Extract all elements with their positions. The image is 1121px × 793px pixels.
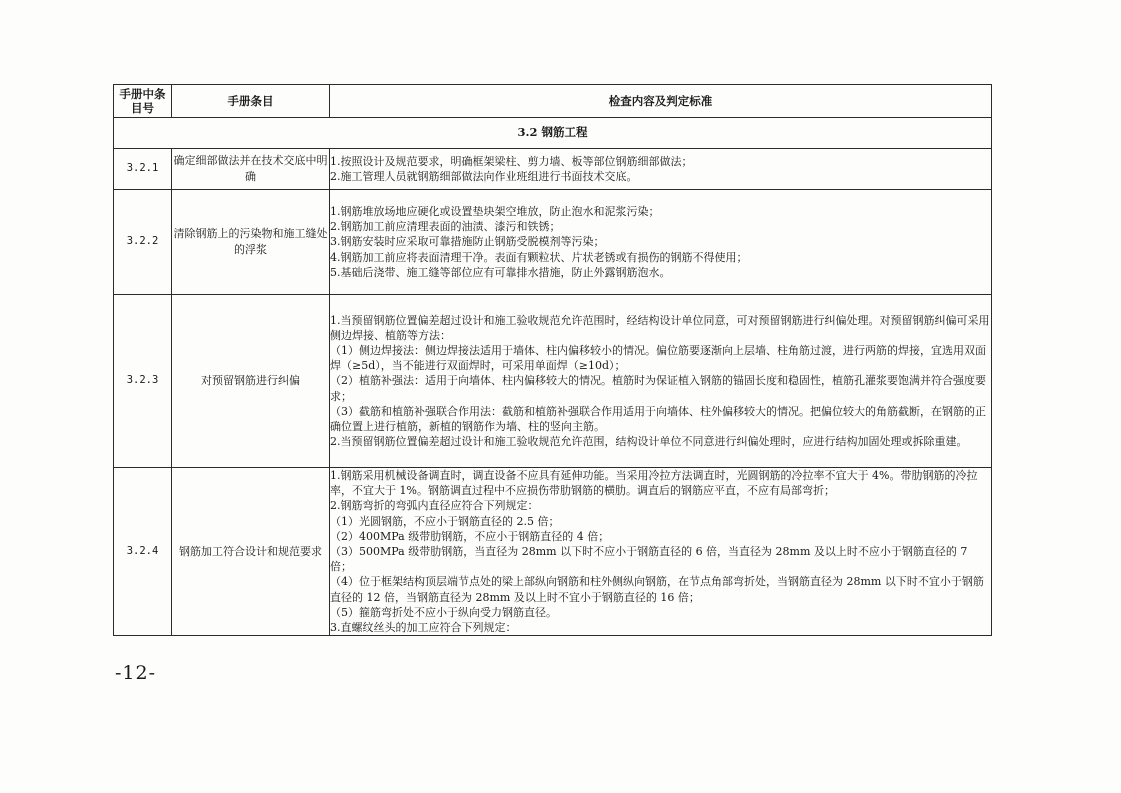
row-number: 3.2.3	[114, 295, 172, 468]
content-line: 1.钢筋采用机械设备调直时，调直设备不应具有延伸功能。当采用冷拉方法调直时，光圆钢筋的冷拉率不宜大于 4%。带肋钢筋的冷拉率，不宜大于 1%。钢筋调直过程中不应损伤带肋钢筋的横肋。调直后的钢筋应平直，不应有局部弯折；	[330, 469, 978, 498]
row-content	[330, 190, 992, 295]
row-number: 3.2.4	[114, 468, 172, 636]
content-line: （1）光圆钢筋，不应小于钢筋直径的 2.5 倍；	[330, 514, 560, 528]
table-row	[114, 190, 992, 295]
table-header-row	[114, 85, 992, 118]
row-item: 对预留钢筋进行纠偏	[172, 295, 330, 468]
page-number: -12-	[115, 662, 157, 684]
header-item-number: 手册中条目号	[114, 85, 172, 118]
row-content	[330, 295, 992, 468]
content-line: （2）植筋补强法：适用于向墙体、柱内偏移较大的情况。植筋时为保证植入钢筋的锚固长度和稳固性，植筋孔灌浆要饱满并符合强度要求；	[330, 374, 986, 403]
content-line: 5.基础后浇带、施工缝等部位应有可靠排水措施，防止外露钢筋泡水。	[330, 265, 671, 279]
row-item: 钢筋加工符合设计和规范要求	[172, 468, 330, 636]
content-line: （3）截筋和植筋补强联合作用法：截筋和植筋补强联合作用适用于向墙体、柱外偏移较大的情况。把偏位较大的角筋截断，在钢筋的正确位置上进行植筋，新植的钢筋作为墙、柱的竖向主筋。	[330, 404, 986, 433]
row-number: 3.2.2	[114, 190, 172, 295]
row-item: 确定细部做法并在技术交底中明确	[172, 149, 330, 190]
header-item-title: 手册条目	[172, 85, 330, 118]
content-line: 2.钢筋加工前应清理表面的油渍、漆污和铁锈；	[330, 220, 561, 234]
content-line: 1.当预留钢筋位置偏差超过设计和施工验收规范允许范围时，经结构设计单位同意，可对预留钢筋进行纠偏处理。对预留钢筋纠偏可采用侧边焊接、植筋等方法：	[330, 313, 990, 342]
row-item: 清除钢筋上的污染物和施工缝处的浮浆	[172, 190, 330, 295]
table-row	[114, 468, 992, 636]
content-line: （3）500MPa 级带肋钢筋，当直径为 28mm 以下时不应小于钢筋直径的 6 倍，当直径为 28mm 及以上时不应小于钢筋直径的 7 倍；	[330, 545, 968, 574]
table-row	[114, 149, 992, 190]
content-line: 3.钢筋安装时应采取可靠措施防止钢筋受脱模剂等污染；	[330, 235, 605, 249]
row-content	[330, 149, 992, 190]
section-row	[114, 118, 992, 149]
content-line: （1）侧边焊接法：侧边焊接法适用于墙体、柱内偏移较小的情况。偏位筋要逐渐向上层墙、柱角筋过渡，进行两筋的焊接，宜选用双面焊（≥5d），当不能进行双面焊时，可采用单面焊（≥10d）；	[330, 343, 986, 373]
table-row	[114, 295, 992, 468]
content-line: 4.钢筋加工前应将表面清理干净。表面有颗粒状、片状老锈或有损伤的钢筋不得使用；	[330, 250, 748, 264]
content-line: （2）400MPa 级带肋钢筋，不应小于钢筋直径的 4 倍；	[330, 529, 610, 543]
header-inspection-content: 检查内容及判定标准	[330, 85, 992, 118]
content-line: 2.钢筋弯折的弯弧内直径应符合下列规定：	[330, 499, 539, 513]
section-title: 3.2 钢筋工程	[114, 118, 992, 149]
content-line: 2.当预留钢筋位置偏差超过设计和施工验收规范允许范围，结构设计单位不同意进行纠偏处理时，应进行结构加固处理或拆除重建。	[330, 435, 968, 449]
content-line: 2.施工管理人员就钢筋细部做法向作业班组进行书面技术交底。	[330, 170, 638, 183]
content-line: 3.直螺纹丝头的加工应符合下列规定：	[330, 621, 517, 635]
content-line: （4）位于框架结构顶层端节点处的梁上部纵向钢筋和柱外侧纵向钢筋，在节点角部弯折处，当钢筋直径为 28mm 以下时不宜小于钢筋直径的 12 倍，当钢筋直径为 28mm 及以上时不宜小于钢筋直径的 16 倍；	[330, 575, 984, 604]
row-number: 3.2.1	[114, 149, 172, 190]
content-line: 1.钢筋堆放场地应硬化或设置垫块架空堆放，防止泡水和泥浆污染；	[330, 204, 660, 218]
inspection-standards-table	[113, 84, 992, 636]
row-content	[330, 468, 992, 636]
content-line: 1.按照设计及规范要求，明确框架梁柱、剪力墙、板等部位钢筋细部做法；	[330, 154, 693, 168]
content-line: （5）箍筋弯折处不应小于纵向受力钢筋直径。	[330, 605, 557, 619]
